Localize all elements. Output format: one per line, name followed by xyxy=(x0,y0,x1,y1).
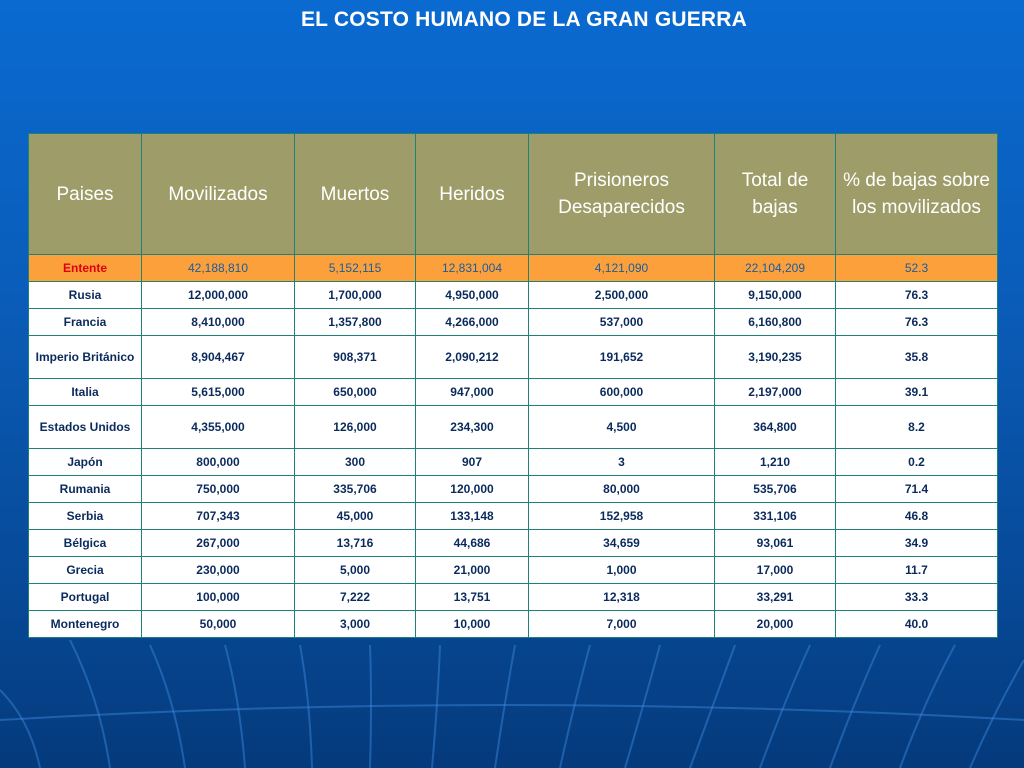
cell: 4,500 xyxy=(529,406,715,449)
header-total-bajas: Total de bajas xyxy=(715,134,836,255)
cell: 947,000 xyxy=(416,379,529,406)
cell: 152,958 xyxy=(529,503,715,530)
table-row xyxy=(29,449,998,476)
cell: 1,700,000 xyxy=(295,282,416,309)
cell: 33.3 xyxy=(836,584,998,611)
cell: 17,000 xyxy=(715,557,836,584)
cell: 7,000 xyxy=(529,611,715,638)
cell: 1,210 xyxy=(715,449,836,476)
cell: 6,160,800 xyxy=(715,309,836,336)
cell: Montenegro xyxy=(29,611,142,638)
cell: 364,800 xyxy=(715,406,836,449)
cell: Rusia xyxy=(29,282,142,309)
table-row xyxy=(29,503,998,530)
table-row xyxy=(29,282,998,309)
cell: 10,000 xyxy=(416,611,529,638)
cell: Francia xyxy=(29,309,142,336)
cell: Grecia xyxy=(29,557,142,584)
table-row xyxy=(29,584,998,611)
cell: 133,148 xyxy=(416,503,529,530)
table-row xyxy=(29,309,998,336)
cell: 100,000 xyxy=(142,584,295,611)
cell: 5,152,115 xyxy=(295,255,416,282)
cell: 7,222 xyxy=(295,584,416,611)
cell: 0.2 xyxy=(836,449,998,476)
cell: 42,188,810 xyxy=(142,255,295,282)
cell: 11.7 xyxy=(836,557,998,584)
cell: 750,000 xyxy=(142,476,295,503)
cell: 331,106 xyxy=(715,503,836,530)
cell: Imperio Británico xyxy=(29,336,142,379)
header-movilizados: Movilizados xyxy=(142,134,295,255)
cell: 535,706 xyxy=(715,476,836,503)
casualties-table xyxy=(28,133,998,638)
cell: 300 xyxy=(295,449,416,476)
cell: 2,090,212 xyxy=(416,336,529,379)
cell: 1,000 xyxy=(529,557,715,584)
cell: 12,000,000 xyxy=(142,282,295,309)
cell: 120,000 xyxy=(416,476,529,503)
cell: 76.3 xyxy=(836,309,998,336)
cell: 22,104,209 xyxy=(715,255,836,282)
cell: 9,150,000 xyxy=(715,282,836,309)
cell: 13,716 xyxy=(295,530,416,557)
header-prisioneros: Prisioneros Desaparecidos xyxy=(529,134,715,255)
cell: 907 xyxy=(416,449,529,476)
cell: 80,000 xyxy=(529,476,715,503)
cell: 267,000 xyxy=(142,530,295,557)
cell: 34,659 xyxy=(529,530,715,557)
table-row xyxy=(29,530,998,557)
cell: 908,371 xyxy=(295,336,416,379)
cell: Rumania xyxy=(29,476,142,503)
cell: 4,266,000 xyxy=(416,309,529,336)
cell: 33,291 xyxy=(715,584,836,611)
cell: 3,190,235 xyxy=(715,336,836,379)
cell: 50,000 xyxy=(142,611,295,638)
cell: 1,357,800 xyxy=(295,309,416,336)
table-row xyxy=(29,557,998,584)
cell: 707,343 xyxy=(142,503,295,530)
cell: 335,706 xyxy=(295,476,416,503)
cell: 21,000 xyxy=(416,557,529,584)
cell: Italia xyxy=(29,379,142,406)
cell: 8,904,467 xyxy=(142,336,295,379)
table-row xyxy=(29,611,998,638)
cell: Japón xyxy=(29,449,142,476)
header-porcentaje: % de bajas sobre los movilizados xyxy=(836,134,998,255)
cell: 537,000 xyxy=(529,309,715,336)
cell: 650,000 xyxy=(295,379,416,406)
cell: 12,831,004 xyxy=(416,255,529,282)
cell: 12,318 xyxy=(529,584,715,611)
table-row xyxy=(29,336,998,379)
cell: 46.8 xyxy=(836,503,998,530)
cell: Estados Unidos xyxy=(29,406,142,449)
cell: 2,197,000 xyxy=(715,379,836,406)
page-title: EL COSTO HUMANO DE LA GRAN GUERRA xyxy=(300,8,748,31)
cell: 76.3 xyxy=(836,282,998,309)
cell: 39.1 xyxy=(836,379,998,406)
cell: 126,000 xyxy=(295,406,416,449)
table-row xyxy=(29,476,998,503)
cell: 13,751 xyxy=(416,584,529,611)
cell: 34.9 xyxy=(836,530,998,557)
cell: 234,300 xyxy=(416,406,529,449)
cell: 8.2 xyxy=(836,406,998,449)
cell: 600,000 xyxy=(529,379,715,406)
header-row xyxy=(29,134,998,255)
cell: 5,000 xyxy=(295,557,416,584)
cell: 71.4 xyxy=(836,476,998,503)
header-paises: Paises xyxy=(29,134,142,255)
cell: 35.8 xyxy=(836,336,998,379)
header-heridos: Heridos xyxy=(416,134,529,255)
cell: 52.3 xyxy=(836,255,998,282)
cell: Portugal xyxy=(29,584,142,611)
cell: 40.0 xyxy=(836,611,998,638)
cell: 8,410,000 xyxy=(142,309,295,336)
cell: 4,950,000 xyxy=(416,282,529,309)
cell: Entente xyxy=(29,255,142,282)
cell: 3,000 xyxy=(295,611,416,638)
cell: 191,652 xyxy=(529,336,715,379)
cell: 230,000 xyxy=(142,557,295,584)
cell: 4,355,000 xyxy=(142,406,295,449)
cell: 800,000 xyxy=(142,449,295,476)
table-row xyxy=(29,379,998,406)
cell: 44,686 xyxy=(416,530,529,557)
cell: 20,000 xyxy=(715,611,836,638)
table-row xyxy=(29,406,998,449)
entente-row xyxy=(29,255,998,282)
cell: Bélgica xyxy=(29,530,142,557)
cell: 2,500,000 xyxy=(529,282,715,309)
cell: 4,121,090 xyxy=(529,255,715,282)
cell: Serbia xyxy=(29,503,142,530)
cell: 3 xyxy=(529,449,715,476)
cell: 45,000 xyxy=(295,503,416,530)
cell: 93,061 xyxy=(715,530,836,557)
cell: 5,615,000 xyxy=(142,379,295,406)
header-muertos: Muertos xyxy=(295,134,416,255)
